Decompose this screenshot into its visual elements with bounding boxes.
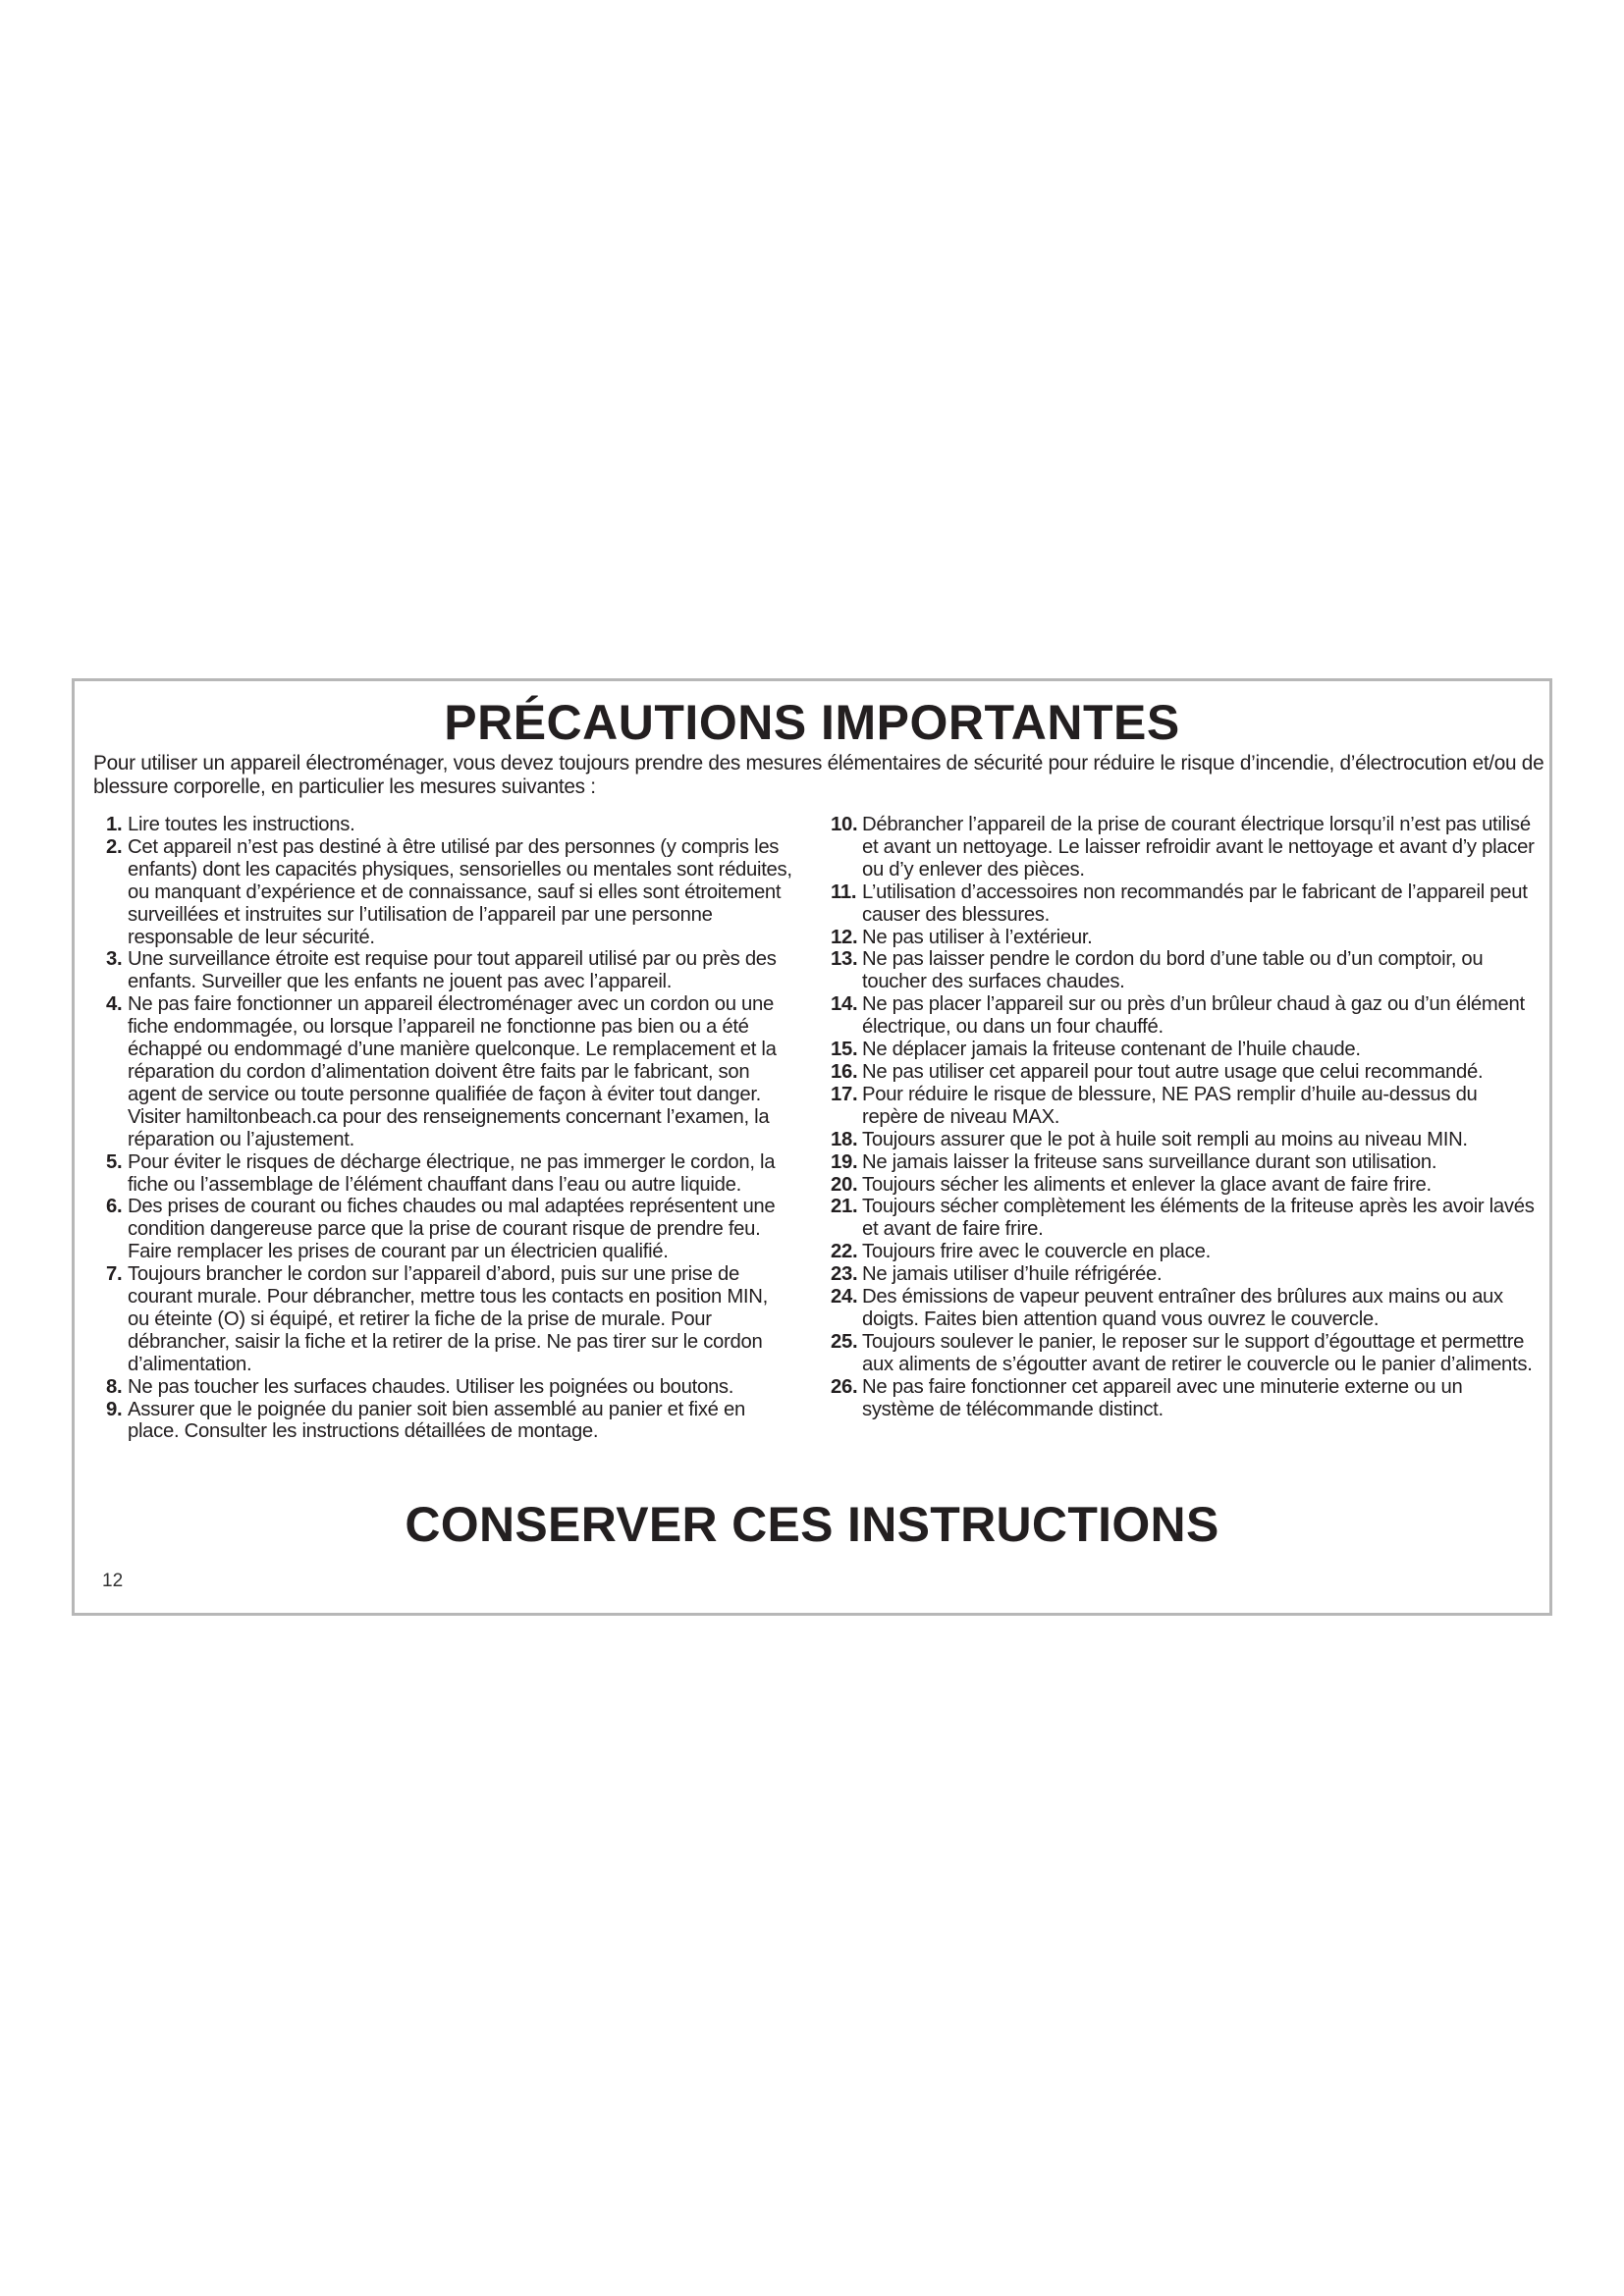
list-item [831, 1039, 1538, 1061]
item-text: Pour éviter le risques de décharge électrique, ne pas immerger le cordon, la fiche ou l’assemblage de l’élément chauffant dans l’eau ou autre liquide. [128, 1150, 776, 1196]
list-item [831, 1196, 1538, 1241]
item-text: Ne pas faire fonctionner cet appareil avec une minuterie externe ou un système de télécommande distinct. [862, 1375, 1463, 1420]
item-number: 9. [106, 1398, 123, 1420]
item-number: 17. [831, 1083, 858, 1105]
item-number: 2. [106, 835, 123, 858]
list-item [106, 1376, 793, 1399]
item-text: Toujours soulever le panier, le reposer sur le support d’égouttage et permettre aux aliments de s’égoutter avant de retirer le couvercle ou le panier d’aliments. [862, 1330, 1533, 1375]
item-number: 22. [831, 1241, 858, 1263]
item-number: 24. [831, 1286, 858, 1308]
list-item [106, 1151, 793, 1197]
list-item [106, 993, 793, 1150]
item-text: Cet appareil n’est pas destiné à être utilisé par des personnes (y compris les enfants) dont les capacités physiques, sensorielles ou mentales sont réduites, ou manquant d’expérience et de connaissance, sauf si elles sont étroitement surveillées et instruites sur l’utilisation de l’appareil par une personne responsable de leur sécurité. [128, 835, 792, 948]
item-text: Des émissions de vapeur peuvent entraîner des brûlures aux mains ou aux doigts. Faites bien attention quand vous ouvrez le couvercle. [862, 1286, 1503, 1330]
item-text: Assurer que le poignée du panier soit bien assemblé au panier et fixé en place. Consulter les instructions détaillées de montage. [128, 1398, 745, 1443]
list-item [831, 948, 1538, 993]
item-number: 25. [831, 1330, 858, 1353]
list-item [106, 1196, 793, 1263]
item-text: Toujours frire avec le couvercle en place. [862, 1241, 1211, 1263]
item-text: Débrancher l’appareil de la prise de courant électrique lorsqu’il n’est pas utilisé et avant un nettoyage. Le laisser refroidir avant le nettoyage et avant d’y placer ou d’y enlever des pièces. [862, 814, 1535, 881]
list-item [831, 1263, 1538, 1286]
item-text: Ne pas utiliser cet appareil pour tout autre usage que celui recommandé. [862, 1060, 1484, 1083]
list-item [106, 1399, 793, 1444]
item-number: 8. [106, 1375, 123, 1398]
item-number: 13. [831, 948, 858, 971]
item-number: 18. [831, 1128, 858, 1150]
item-number: 20. [831, 1173, 858, 1196]
item-number: 11. [831, 881, 857, 903]
list-item [831, 1084, 1538, 1129]
list-item [831, 1129, 1538, 1151]
item-text: Ne déplacer jamais la friteuse contenant de l’huile chaude. [862, 1039, 1361, 1061]
item-text: Toujours brancher le cordon sur l’appareil d’abord, puis sur une prise de courant murale. Pour débrancher, mettre tous les contacts en position MIN, ou éteinte (O) si équipé, et retirer la fiche de la prise de murale. Pour débrancher, saisir la fiche et la retirer de la prise. Ne pas tirer sur le cordon d’alimentation. [128, 1263, 768, 1375]
item-text: Toujours sécher complètement les éléments de la friteuse après les avoir lavés et avant de faire frire. [862, 1196, 1535, 1241]
precautions-list-left [106, 814, 793, 1443]
item-number: 1. [106, 814, 123, 835]
list-item [831, 927, 1538, 949]
precautions-list-right [831, 814, 1538, 1420]
list-item [106, 1263, 793, 1376]
item-text: Ne pas faire fonctionner un appareil électroménager avec un cordon ou une fiche endommagée, ou lorsque l’appareil ne fonctionne pas bien ou a été échappé ou endommagé d’une manière quelconque. Le remplacement et la réparation du cordon d’alimentation doivent être faits par le fabricant, son agent de service ou toute personne qualifiée de façon à éviter tout danger. Visiter hamiltonbeach.ca pour des renseignements concernant l’examen, la réparation ou l’ajustement. [128, 993, 777, 1150]
item-number: 23. [831, 1263, 858, 1286]
conserver-instructions-heading: CONSERVER CES INSTRUCTIONS [405, 1497, 1219, 1552]
item-number: 4. [106, 993, 123, 1016]
item-text: Ne pas placer l’appareil sur ou près d’un brûleur chaud à gaz ou d’un élément électrique, ou dans un four chauffé. [862, 993, 1525, 1039]
item-number: 21. [831, 1196, 858, 1218]
list-item [831, 1331, 1538, 1376]
item-number: 7. [106, 1263, 123, 1286]
list-item [106, 836, 793, 949]
list-item [831, 881, 1538, 927]
list-item [831, 1061, 1538, 1084]
item-text: Ne pas toucher les surfaces chaudes. Utiliser les poignées ou boutons. [128, 1375, 734, 1398]
item-text: Lire toutes les instructions. [128, 814, 355, 835]
list-item [831, 1286, 1538, 1331]
item-number: 12. [831, 926, 858, 948]
item-text: Toujours assurer que le pot à huile soit rempli au moins au niveau MIN. [862, 1128, 1468, 1150]
page-number: 12 [102, 1571, 124, 1591]
item-number: 19. [831, 1150, 858, 1173]
item-number: 14. [831, 993, 858, 1016]
page-title: PRÉCAUTIONS IMPORTANTES [444, 695, 1180, 750]
item-number: 16. [831, 1060, 858, 1083]
item-number: 15. [831, 1039, 858, 1061]
item-number: 10. [831, 814, 858, 835]
list-item [106, 948, 793, 993]
item-number: 6. [106, 1196, 123, 1218]
item-text: Une surveillance étroite est requise pour tout appareil utilisé par ou près des enfants. Surveiller que les enfants ne jouent pas avec l’appareil. [128, 948, 777, 993]
list-item [831, 1151, 1538, 1174]
item-text: Ne jamais utiliser d’huile réfrigérée. [862, 1263, 1163, 1286]
list-item [831, 993, 1538, 1039]
list-item [106, 814, 793, 836]
item-text: Ne pas utiliser à l’extérieur. [862, 926, 1093, 948]
list-item [831, 1241, 1538, 1263]
item-text: Ne jamais laisser la friteuse sans surveillance durant son utilisation. [862, 1150, 1437, 1173]
list-item [831, 814, 1538, 881]
item-text: Des prises de courant ou fiches chaudes ou mal adaptées représentent une condition dangereuse parce que la prise de courant risque de prendre feu. Faire remplacer les prises de courant par un électricien qualifié. [128, 1196, 776, 1263]
item-text: Ne pas laisser pendre le cordon du bord d’une table ou d’un comptoir, ou toucher des surfaces chaudes. [862, 948, 1484, 993]
item-text: Pour réduire le risque de blessure, NE PAS remplir d’huile au-dessus du repère de niveau MAX. [862, 1083, 1478, 1128]
list-item [831, 1174, 1538, 1197]
item-number: 26. [831, 1375, 858, 1398]
intro-paragraph: Pour utiliser un appareil électroménager, vous devez toujours prendre des mesures élémentaires de sécurité pour réduire le risque d’incendie, d’électrocution et/ou de blessure corporelle, en particulier les mesures suivantes : [93, 752, 1544, 798]
item-text: Toujours sécher les aliments et enlever la glace avant de faire frire. [862, 1173, 1432, 1196]
list-item [831, 1376, 1538, 1421]
item-number: 5. [106, 1150, 123, 1173]
item-number: 3. [106, 948, 123, 971]
item-text: L’utilisation d’accessoires non recommandés par le fabricant de l’appareil peut causer des blessures. [862, 881, 1528, 926]
